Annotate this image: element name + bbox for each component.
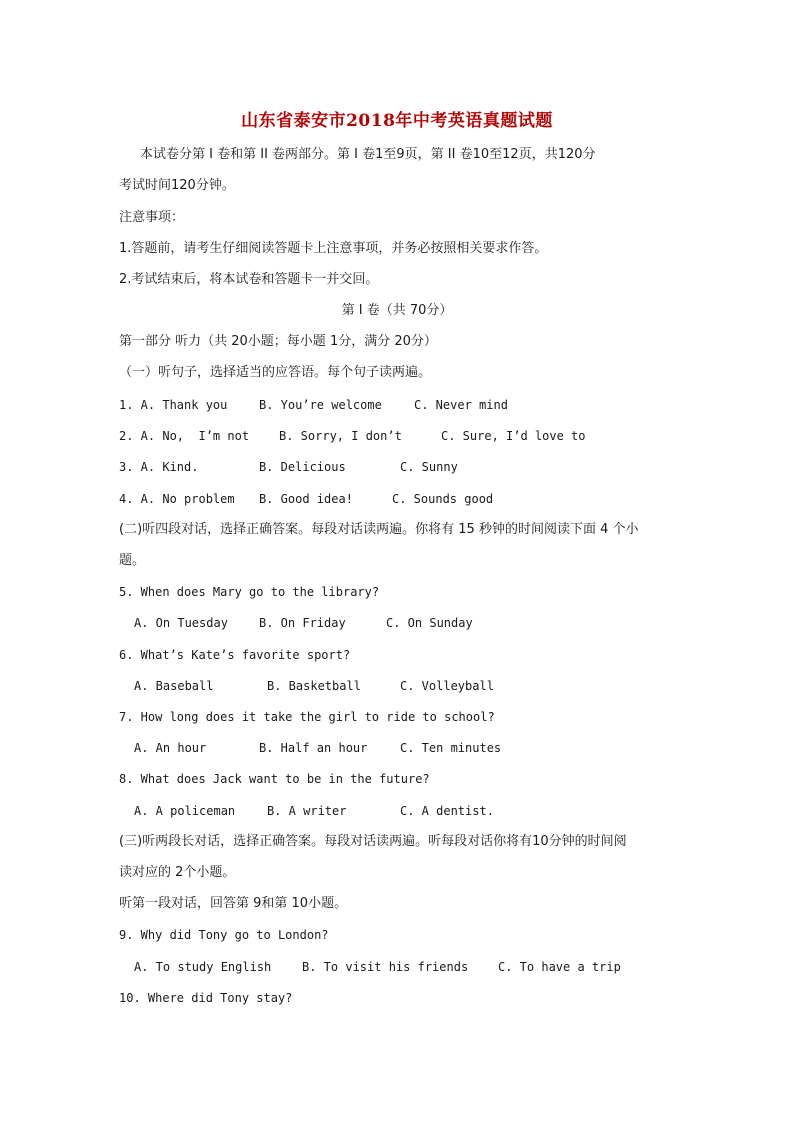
part-heading: 第一部分 听力（共 20小题；每小题 1分，满分 20分） <box>119 334 437 349</box>
page-title: 山东省泰安市2018年中考英语真题试题 <box>241 111 553 131</box>
question-6-option-b: B. Basketball <box>267 679 361 693</box>
question-7-option-c: C. Ten minutes <box>400 741 502 755</box>
question-7-option-b: B. Half an hour <box>259 741 368 755</box>
question-5-option-b: B. On Friday <box>259 616 346 630</box>
question-3-option-c: C. Sunny <box>400 460 458 474</box>
question-2-option-b: B. Sorry, I don’t <box>279 429 402 443</box>
question-1-option-a: 1. A. Thank you <box>119 398 228 412</box>
question-7-option-a: A. An hour <box>134 741 207 755</box>
question-10-stem: 10. Where did Tony stay? <box>119 991 293 1005</box>
question-9-option-c: C. To have a trip <box>498 960 621 974</box>
question-1-option-b: B. You’re welcome <box>259 398 382 412</box>
section3-instruction-2: 读对应的 2个小题。 <box>119 865 236 880</box>
question-3-option-a: 3. A. Kind. <box>119 460 199 474</box>
dialog1-instruction: 听第一段对话，回答第 9和第 10小题。 <box>119 896 348 911</box>
question-2-option-c: C. Sure, I’d love to <box>441 429 586 443</box>
question-8-option-a: A. A policeman <box>134 804 236 818</box>
intro-line-2: 考试时间120分钟。 <box>119 178 235 193</box>
volume-heading: 第 I 卷（共 70分） <box>341 303 453 318</box>
question-9-option-b: B. To visit his friends <box>302 960 469 974</box>
question-3-option-b: B. Delicious <box>259 460 346 474</box>
notes-heading: 注意事项： <box>119 210 185 225</box>
question-4-option-b: B. Good idea! <box>259 492 353 506</box>
section1-instruction: （一）听句子，选择适当的应答语。每个句子读两遍。 <box>119 365 432 380</box>
question-5-stem: 5. When does Mary go to the library? <box>119 585 380 599</box>
question-8-option-b: B. A writer <box>267 804 347 818</box>
question-8-option-c: C. A dentist. <box>400 804 494 818</box>
question-6-stem: 6. What’s Kate’s favorite sport? <box>119 648 351 662</box>
question-9-option-a: A. To study English <box>134 960 272 974</box>
question-5-option-c: C. On Sunday <box>386 616 473 630</box>
question-4-option-c: C. Sounds good <box>392 492 494 506</box>
question-6-option-c: C. Volleyball <box>400 679 494 693</box>
section3-instruction-1: (三)听两段长对话，选择正确答案。每段对话读两遍。听每段对话你将有10分钟的时间阅 <box>119 834 627 849</box>
question-8-stem: 8. What does Jack want to be in the future? <box>119 772 430 786</box>
question-6-option-a: A. Baseball <box>134 679 214 693</box>
notes-item-1: 1.答题前，请考生仔细阅读答题卡上注意事项，并务必按照相关要求作答。 <box>119 241 548 256</box>
question-1-option-c: C. Never mind <box>414 398 508 412</box>
notes-item-2: 2.考试结束后，将本试卷和答题卡一并交回。 <box>119 272 379 287</box>
question-4-option-a: 4. A. No problem <box>119 492 235 506</box>
section2-instruction-1: (二)听四段对话，选择正确答案。每段对话读两遍。你将有 15 秒钟的时间阅读下面 4 个小 <box>119 522 639 537</box>
question-9-stem: 9. Why did Tony go to London? <box>119 928 329 942</box>
question-7-stem: 7. How long does it take the girl to ride to school? <box>119 710 495 724</box>
intro-line-1: 本试卷分第 I 卷和第 II 卷两部分。第 I 卷1至9页，第 II 卷10至12页，共120分 <box>140 147 596 162</box>
question-2-option-a: 2. A. No, I’m not <box>119 429 250 443</box>
question-5-option-a: A. On Tuesday <box>134 616 228 630</box>
section2-instruction-2: 题。 <box>119 553 146 568</box>
